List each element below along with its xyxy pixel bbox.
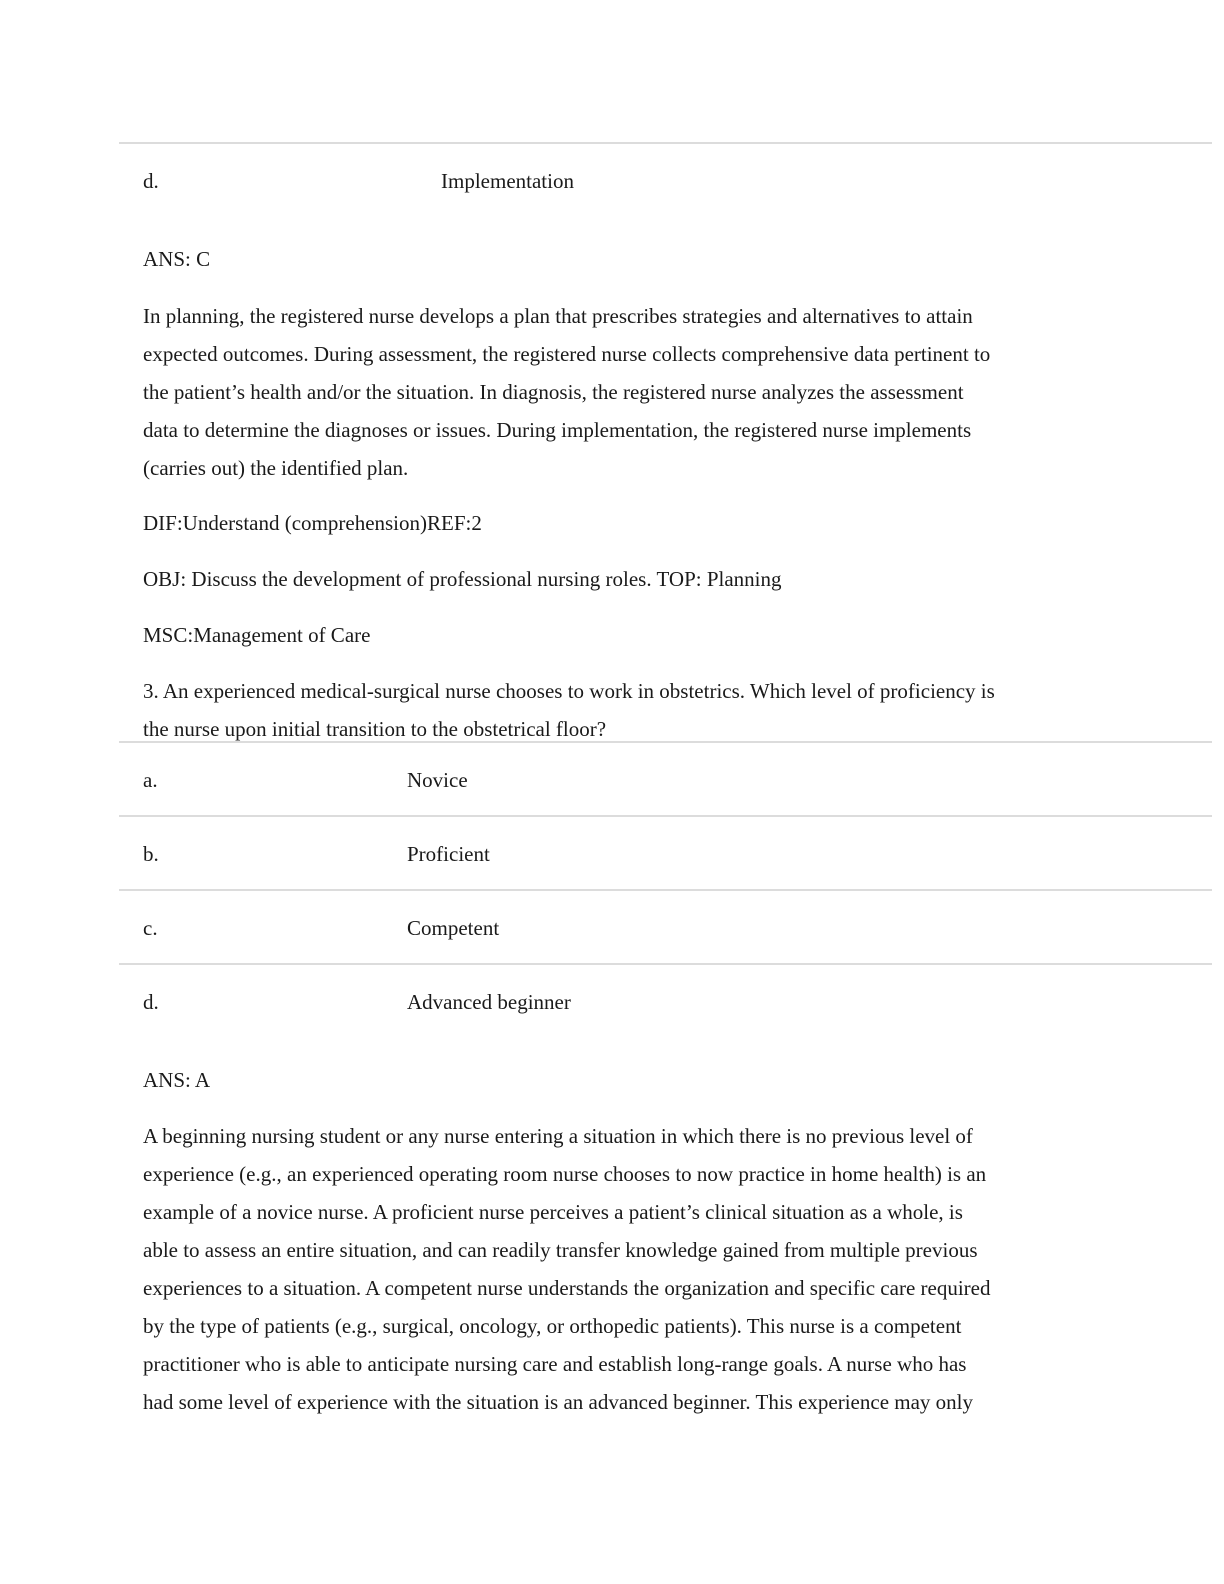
- rationale-line: experiences to a situation. A competent nurse understands the organization and specific care required: [143, 1276, 991, 1300]
- rationale-line: by the type of patients (e.g., surgical, oncology, or orthopedic patients). This nurse is a competent: [143, 1314, 962, 1338]
- question-stem-line: 3. An experienced medical-surgical nurse chooses to work in obstetrics. Which level of proficiency is: [143, 679, 995, 703]
- prev-answer: ANS: C: [143, 247, 211, 271]
- rationale-line: had some level of experience with the situation is an advanced beginner. This experience may only: [143, 1390, 974, 1414]
- options-rule: [119, 963, 1212, 965]
- prev-rationale-line: the patient’s health and/or the situation. In diagnosis, the registered nurse analyzes the assessment: [143, 380, 964, 404]
- option-b-letter: b.: [143, 842, 159, 866]
- table-top-rule: [119, 142, 1212, 144]
- rationale-line: practitioner who is able to anticipate nursing care and establish long-range goals. A nurse who has: [143, 1352, 967, 1376]
- prev-objective: OBJ: Discuss the development of professional nursing roles. TOP: Planning: [143, 567, 782, 591]
- option-c-letter: c.: [143, 916, 158, 940]
- prev-difficulty: DIF:Understand (comprehension)REF:2: [143, 511, 482, 535]
- prev-msc: MSC:Management of Care: [143, 623, 371, 647]
- prev-rationale-line: data to determine the diagnoses or issues. During implementation, the registered nurse implements: [143, 418, 972, 442]
- prev-rationale-line: In planning, the registered nurse develops a plan that prescribes strategies and alternatives to attain: [143, 304, 973, 328]
- prev-rationale-line: (carries out) the identified plan.: [143, 456, 409, 480]
- prev-rationale: [143, 297, 1083, 487]
- rationale-line: A beginning nursing student or any nurse entering a situation in which there is no previous level of: [143, 1124, 973, 1148]
- option-a-text: Novice: [407, 768, 468, 792]
- option-a-letter: a.: [143, 768, 158, 792]
- rationale-line: able to assess an entire situation, and can readily transfer knowledge gained from multiple previous: [143, 1238, 978, 1262]
- options-rule: [119, 889, 1212, 891]
- option-d-letter: d.: [143, 990, 159, 1014]
- question-3-stem: [143, 672, 1083, 748]
- prev-option-d-text: Implementation: [441, 169, 574, 193]
- options-rule: [119, 815, 1212, 817]
- question-stem-line: the nurse upon initial transition to the obstetrical floor?: [143, 717, 607, 741]
- prev-rationale-line: expected outcomes. During assessment, the registered nurse collects comprehensive data pertinent to: [143, 342, 991, 366]
- option-b-text: Proficient: [407, 842, 490, 866]
- option-d-text: Advanced beginner: [407, 990, 571, 1014]
- prev-option-d-letter: d.: [143, 169, 159, 193]
- question-3-answer: ANS: A: [143, 1068, 211, 1092]
- rationale-line: example of a novice nurse. A proficient nurse perceives a patient’s clinical situation as a whole, is: [143, 1200, 963, 1224]
- option-c-text: Competent: [407, 916, 500, 940]
- options-rule: [119, 741, 1212, 743]
- question-3-rationale: [143, 1117, 1083, 1421]
- rationale-line: experience (e.g., an experienced operating room nurse chooses to now practice in home health) is an: [143, 1162, 987, 1186]
